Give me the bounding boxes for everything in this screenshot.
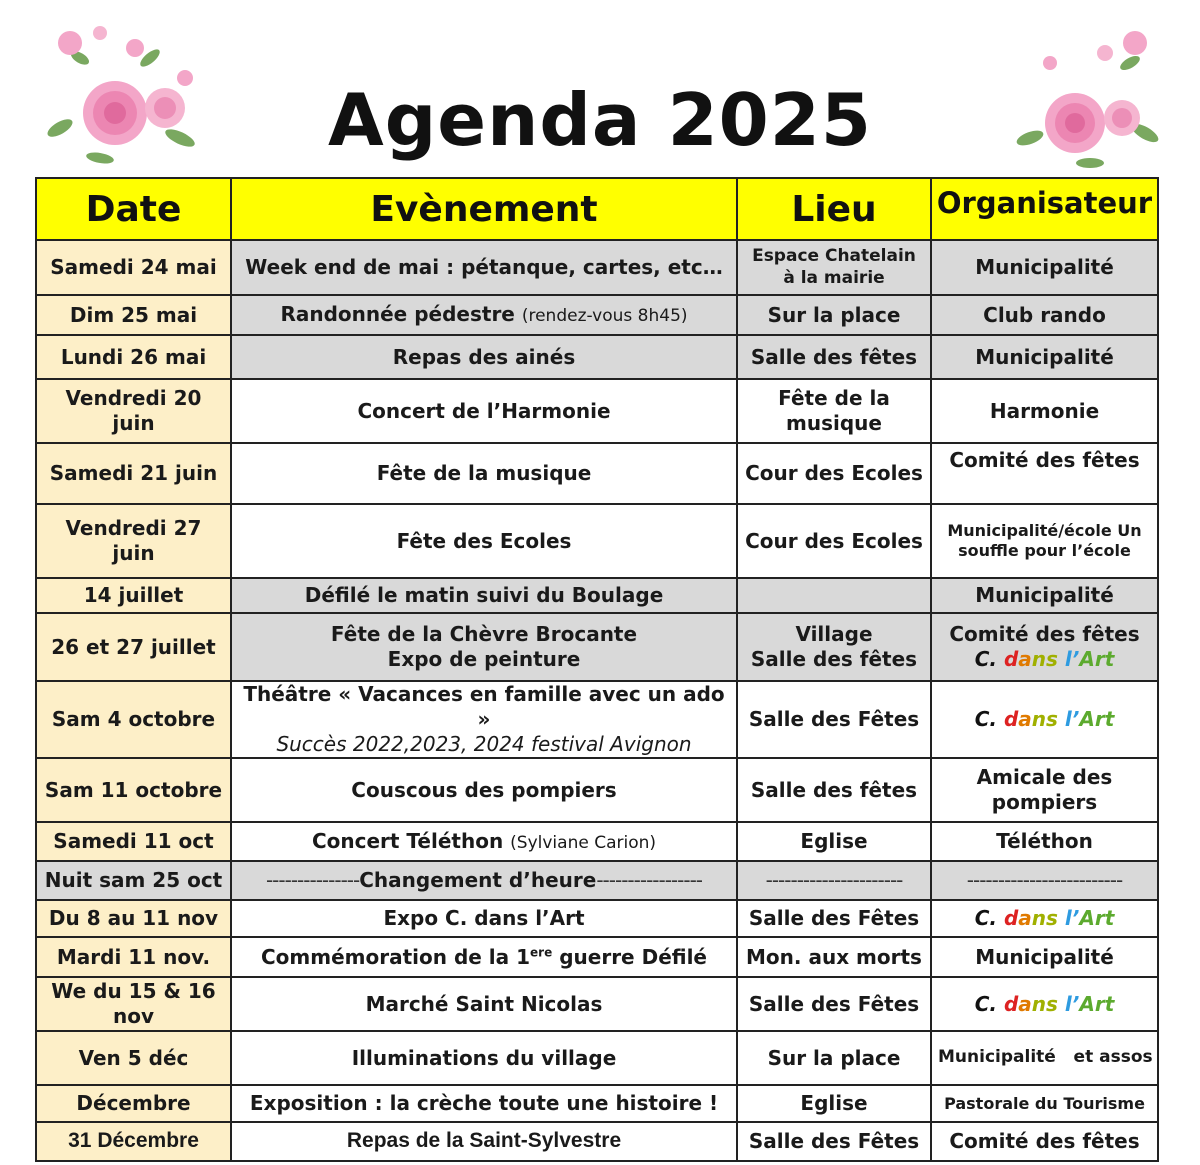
row-event: Marché Saint Nicolas: [231, 977, 737, 1031]
row-event: Exposition : la crèche toute une histoire !: [231, 1085, 737, 1122]
table-row: [36, 240, 1158, 295]
event-line-2: Expo de peinture: [387, 647, 581, 671]
table-row: [36, 1085, 1158, 1122]
lieu-line-1: Village: [795, 622, 873, 646]
row-lieu: [737, 613, 931, 681]
row-lieu: [737, 578, 931, 613]
row-org: Comité des fêtes: [931, 443, 1158, 504]
row-org: Téléthon: [931, 822, 1158, 861]
event-line-1: Fête de la Chèvre Brocante: [330, 622, 638, 646]
row-org: [931, 613, 1158, 681]
row-lieu: Salle des Fêtes: [737, 681, 931, 758]
row-lieu: Salle des Fêtes: [737, 1122, 931, 1161]
table-row: [36, 681, 1158, 758]
row-date: Décembre: [36, 1085, 231, 1122]
row-lieu: Cour des Ecoles: [737, 443, 931, 504]
row-date: Samedi 21 juin: [36, 443, 231, 504]
row-lieu: Salle des Fêtes: [737, 900, 931, 937]
row-org: Municipalité et assos: [931, 1031, 1158, 1085]
event-note: (Sylviane Carion): [510, 832, 657, 853]
table-row: [36, 861, 1158, 900]
row-lieu: Fête de la musique: [737, 379, 931, 443]
row-date: Du 8 au 11 nov: [36, 900, 231, 937]
row-lieu: Eglise: [737, 822, 931, 861]
row-date: Vendredi 20 juin: [36, 379, 231, 443]
header-organisateur: Organisateur: [931, 178, 1158, 240]
row-event: Repas de la Saint-Sylvestre: [231, 1122, 737, 1161]
table-row: [36, 295, 1158, 335]
c-dans-lart-logo: C. dans l’Art: [974, 991, 1115, 1016]
row-event: Expo C. dans l’Art: [231, 900, 737, 937]
event-title: Concert Téléthon: [311, 828, 504, 853]
table-row: [36, 504, 1158, 578]
table-row: [36, 758, 1158, 822]
row-org: Amicale des pompiers: [931, 758, 1158, 822]
header-lieu: Lieu: [737, 178, 931, 240]
row-org: -------------------------: [931, 861, 1158, 900]
table-row: [36, 1031, 1158, 1085]
row-org: Municipalité/école Un souffle pour l’école: [931, 504, 1158, 578]
table-row: [36, 1122, 1158, 1161]
row-date: 26 et 27 juillet: [36, 613, 231, 681]
row-event: [231, 295, 737, 335]
row-org: [931, 900, 1158, 937]
c-dans-lart-logo: C. dans l’Art: [974, 906, 1115, 930]
row-org: Comité des fêtes: [931, 1122, 1158, 1161]
row-org: Municipalité: [931, 240, 1158, 295]
event-note: Succès 2022,2023, 2024 festival Avignon: [276, 732, 692, 756]
event-note: (rendez-vous 8h45): [521, 306, 688, 327]
row-date: 14 juillet: [36, 578, 231, 613]
event-title: Changement d’heure: [359, 868, 597, 892]
row-lieu: Mon. aux morts: [737, 937, 931, 977]
row-date: Lundi 26 mai: [36, 335, 231, 379]
row-event: [231, 822, 737, 861]
row-date: Dim 25 mai: [36, 295, 231, 335]
row-event: [231, 681, 737, 758]
table-row: [36, 900, 1158, 937]
table-row: [36, 613, 1158, 681]
row-lieu: Eglise: [737, 1085, 931, 1122]
header-date: Date: [36, 178, 231, 240]
row-org: [931, 977, 1158, 1031]
row-lieu: Sur la place: [737, 295, 931, 335]
agenda-table: [35, 177, 1159, 1162]
row-org: Municipalité: [931, 578, 1158, 613]
table-row: [36, 335, 1158, 379]
row-org: Harmonie: [931, 379, 1158, 443]
page-title: Agenda 2025: [328, 78, 872, 162]
row-event: Fête des Ecoles: [231, 504, 737, 578]
table-row: [36, 822, 1158, 861]
event-title: Théâtre « Vacances en famille avec un ado »: [243, 682, 725, 731]
row-org: [931, 681, 1158, 758]
row-event: Week end de mai : pétanque, cartes, etc…: [231, 240, 737, 295]
row-date: Samedi 24 mai: [36, 240, 231, 295]
row-event: ---------------Changement d’heure-----------------: [231, 861, 737, 900]
row-lieu: Sur la place: [737, 1031, 931, 1085]
row-date: Samedi 11 oct: [36, 822, 231, 861]
row-date: Ven 5 déc: [36, 1031, 231, 1085]
row-event: [231, 613, 737, 681]
row-event: Illuminations du village: [231, 1031, 737, 1085]
row-date: 31 Décembre: [36, 1122, 231, 1161]
row-event: Défilé le matin suivi du Boulage: [231, 578, 737, 613]
table-row: [36, 443, 1158, 504]
row-event: Commémoration de la 1ere guerre Défilé: [231, 937, 737, 977]
table-row: [36, 379, 1158, 443]
row-lieu: Cour des Ecoles: [737, 504, 931, 578]
org-line-1: Comité des fêtes: [949, 622, 1140, 646]
row-lieu: Espace Chatelain à la mairie: [737, 240, 931, 295]
header-row: [36, 178, 1158, 240]
row-lieu: Salle des fêtes: [737, 335, 931, 379]
row-date: We du 15 & 16 nov: [36, 977, 231, 1031]
row-event: Repas des ainés: [231, 335, 737, 379]
row-lieu: Salle des Fêtes: [737, 977, 931, 1031]
row-event: Fête de la musique: [231, 443, 737, 504]
header-event: Evènement: [231, 178, 737, 240]
row-date: Sam 11 octobre: [36, 758, 231, 822]
row-org: Pastorale du Tourisme: [931, 1085, 1158, 1122]
table-row: [36, 578, 1158, 613]
row-event: Couscous des pompiers: [231, 758, 737, 822]
row-org: Club rando: [931, 295, 1158, 335]
row-event: Concert de l’Harmonie: [231, 379, 737, 443]
row-org: Municipalité: [931, 335, 1158, 379]
event-title: Randonnée pédestre: [280, 302, 515, 327]
row-date: Nuit sam 25 oct: [36, 861, 231, 900]
lieu-line-2: Salle des fêtes: [750, 647, 918, 671]
table-row: [36, 937, 1158, 977]
c-dans-lart-logo: C. dans l’Art: [974, 647, 1115, 671]
row-date: Vendredi 27 juin: [36, 504, 231, 578]
row-date: Sam 4 octobre: [36, 681, 231, 758]
row-org: Municipalité: [931, 937, 1158, 977]
table-row: [36, 977, 1158, 1031]
row-lieu: ----------------------: [737, 861, 931, 900]
row-lieu: Salle des fêtes: [737, 758, 931, 822]
c-dans-lart-logo: C. dans l’Art: [974, 707, 1115, 731]
row-date: Mardi 11 nov.: [36, 937, 231, 977]
